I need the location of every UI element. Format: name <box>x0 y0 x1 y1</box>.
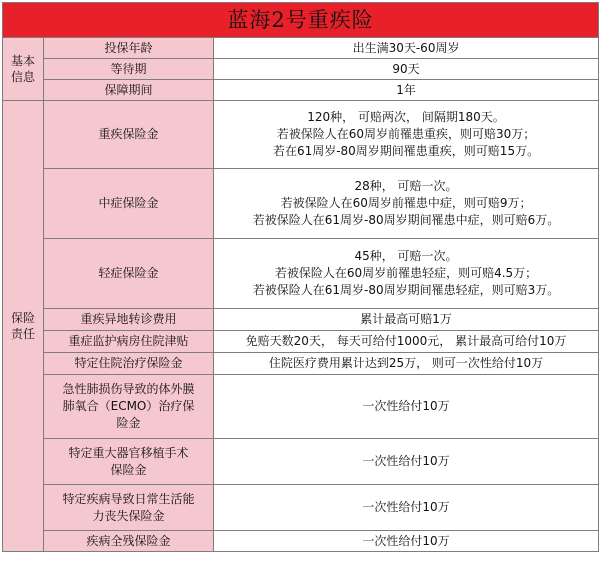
group-coverage <box>3 101 44 552</box>
value-line: 若被保险人在61周岁-80周岁期间罹患轻症，则可赔3万。 <box>252 283 560 297</box>
group-label-line: 信息 <box>10 70 35 84</box>
value-line: 一次性给付10万 <box>362 454 450 468</box>
insurance-table <box>2 2 599 552</box>
group-label-line: 责任 <box>10 327 35 341</box>
row-label-waiting-period: 等待期 <box>44 59 214 80</box>
label-line: 重疾异地转诊费用 <box>80 312 177 326</box>
table-row <box>3 38 599 59</box>
value-line: 28种， 可赔一次。 <box>354 179 458 193</box>
value-line: 若被保险人在60周岁前罹患中症，则可赔9万； <box>280 196 532 210</box>
label-line: 特定疾病导致日常生活能 <box>62 491 195 506</box>
label-line: 力丧失保险金 <box>92 508 165 523</box>
row-value-daily-living-loss <box>214 485 599 531</box>
value-line: 累计最高可赔1万 <box>360 312 452 326</box>
row-value-moderate-illness <box>214 169 599 239</box>
table-row <box>3 309 599 331</box>
table-row <box>3 101 599 169</box>
row-label-organ-transplant <box>44 439 214 485</box>
group-basic-info <box>3 38 44 101</box>
row-label-moderate-illness <box>44 169 214 239</box>
value-line: 若被保险人在60周岁前罹患轻症，则可赔4.5万； <box>274 266 538 280</box>
table-row <box>3 353 599 375</box>
table-row <box>3 239 599 309</box>
row-value-waiting-period: 90天 <box>214 59 599 80</box>
row-label-transfer-cost <box>44 309 214 331</box>
row-label-total-disability <box>44 531 214 552</box>
table-row <box>3 439 599 485</box>
label-line: 疾病全残保险金 <box>86 533 171 548</box>
row-value-transfer-cost <box>214 309 599 331</box>
label-line: 重疾保险金 <box>98 127 159 141</box>
value-line: 一次性给付10万 <box>362 399 450 413</box>
table-row <box>3 375 599 439</box>
group-label-line: 保险 <box>10 311 35 325</box>
value-line: 若在61周岁-80周岁期间罹患重疾，则可赔15万。 <box>272 144 540 158</box>
table-row <box>3 331 599 353</box>
row-value-ecmo <box>214 375 599 439</box>
label-line: 轻症保险金 <box>98 266 159 280</box>
value-line: 若被保险人在61周岁-80周岁期间罹患中症，则可赔6万。 <box>252 213 560 227</box>
row-label-critical-illness <box>44 101 214 169</box>
value-line: 若被保险人在60周岁前罹患重疾，则可赔30万； <box>276 127 536 141</box>
label-line: 保险金 <box>110 462 147 477</box>
value-line: 一次性给付10万 <box>362 533 450 548</box>
value-line: 住院医疗费用累计达到25万， 则可一次性给付10万 <box>268 356 544 370</box>
value-line: 120种， 可赔两次， 间隔期180天。 <box>307 110 505 124</box>
label-line: 肺氧合（ECMO）治疗保 <box>62 399 195 413</box>
row-value-coverage-period: 1年 <box>214 80 599 101</box>
table-row <box>3 80 599 101</box>
row-label-daily-living-loss <box>44 485 214 531</box>
value-line: 一次性给付10万 <box>362 500 450 514</box>
label-line: 急性肺损伤导致的体外膜 <box>62 382 195 396</box>
label-line: 中症保险金 <box>98 196 159 210</box>
label-line: 特定重大器官移植手术 <box>68 445 189 460</box>
row-label-mild-illness <box>44 239 214 309</box>
row-label-hospital-treatment <box>44 353 214 375</box>
row-value-total-disability <box>214 531 599 552</box>
value-line: 45种， 可赔一次。 <box>354 249 458 263</box>
table-row <box>3 531 599 552</box>
row-label-ecmo <box>44 375 214 439</box>
table-row <box>3 485 599 531</box>
group-label-line: 基本 <box>10 54 35 68</box>
row-label-icu-allowance <box>44 331 214 353</box>
row-value-critical-illness <box>214 101 599 169</box>
row-value-hospital-treatment <box>214 353 599 375</box>
row-label-coverage-period: 保障期间 <box>44 80 214 101</box>
label-line: 特定住院治疗保险金 <box>74 356 183 370</box>
table-row <box>3 59 599 80</box>
row-value-organ-transplant <box>214 439 599 485</box>
row-value-mild-illness <box>214 239 599 309</box>
table-row <box>3 169 599 239</box>
row-value-icu-allowance <box>214 331 599 353</box>
row-value-age: 出生满30天-60周岁 <box>214 38 599 59</box>
label-line: 重症监护病房住院津贴 <box>68 334 189 348</box>
row-label-age: 投保年龄 <box>44 38 214 59</box>
title-row <box>3 3 599 38</box>
value-line: 免赔天数20天， 每天可给付1000元， 累计最高可给付10万 <box>245 334 567 348</box>
table-title: 蓝海2号重疾险 <box>3 3 599 38</box>
label-line: 险金 <box>116 416 141 430</box>
